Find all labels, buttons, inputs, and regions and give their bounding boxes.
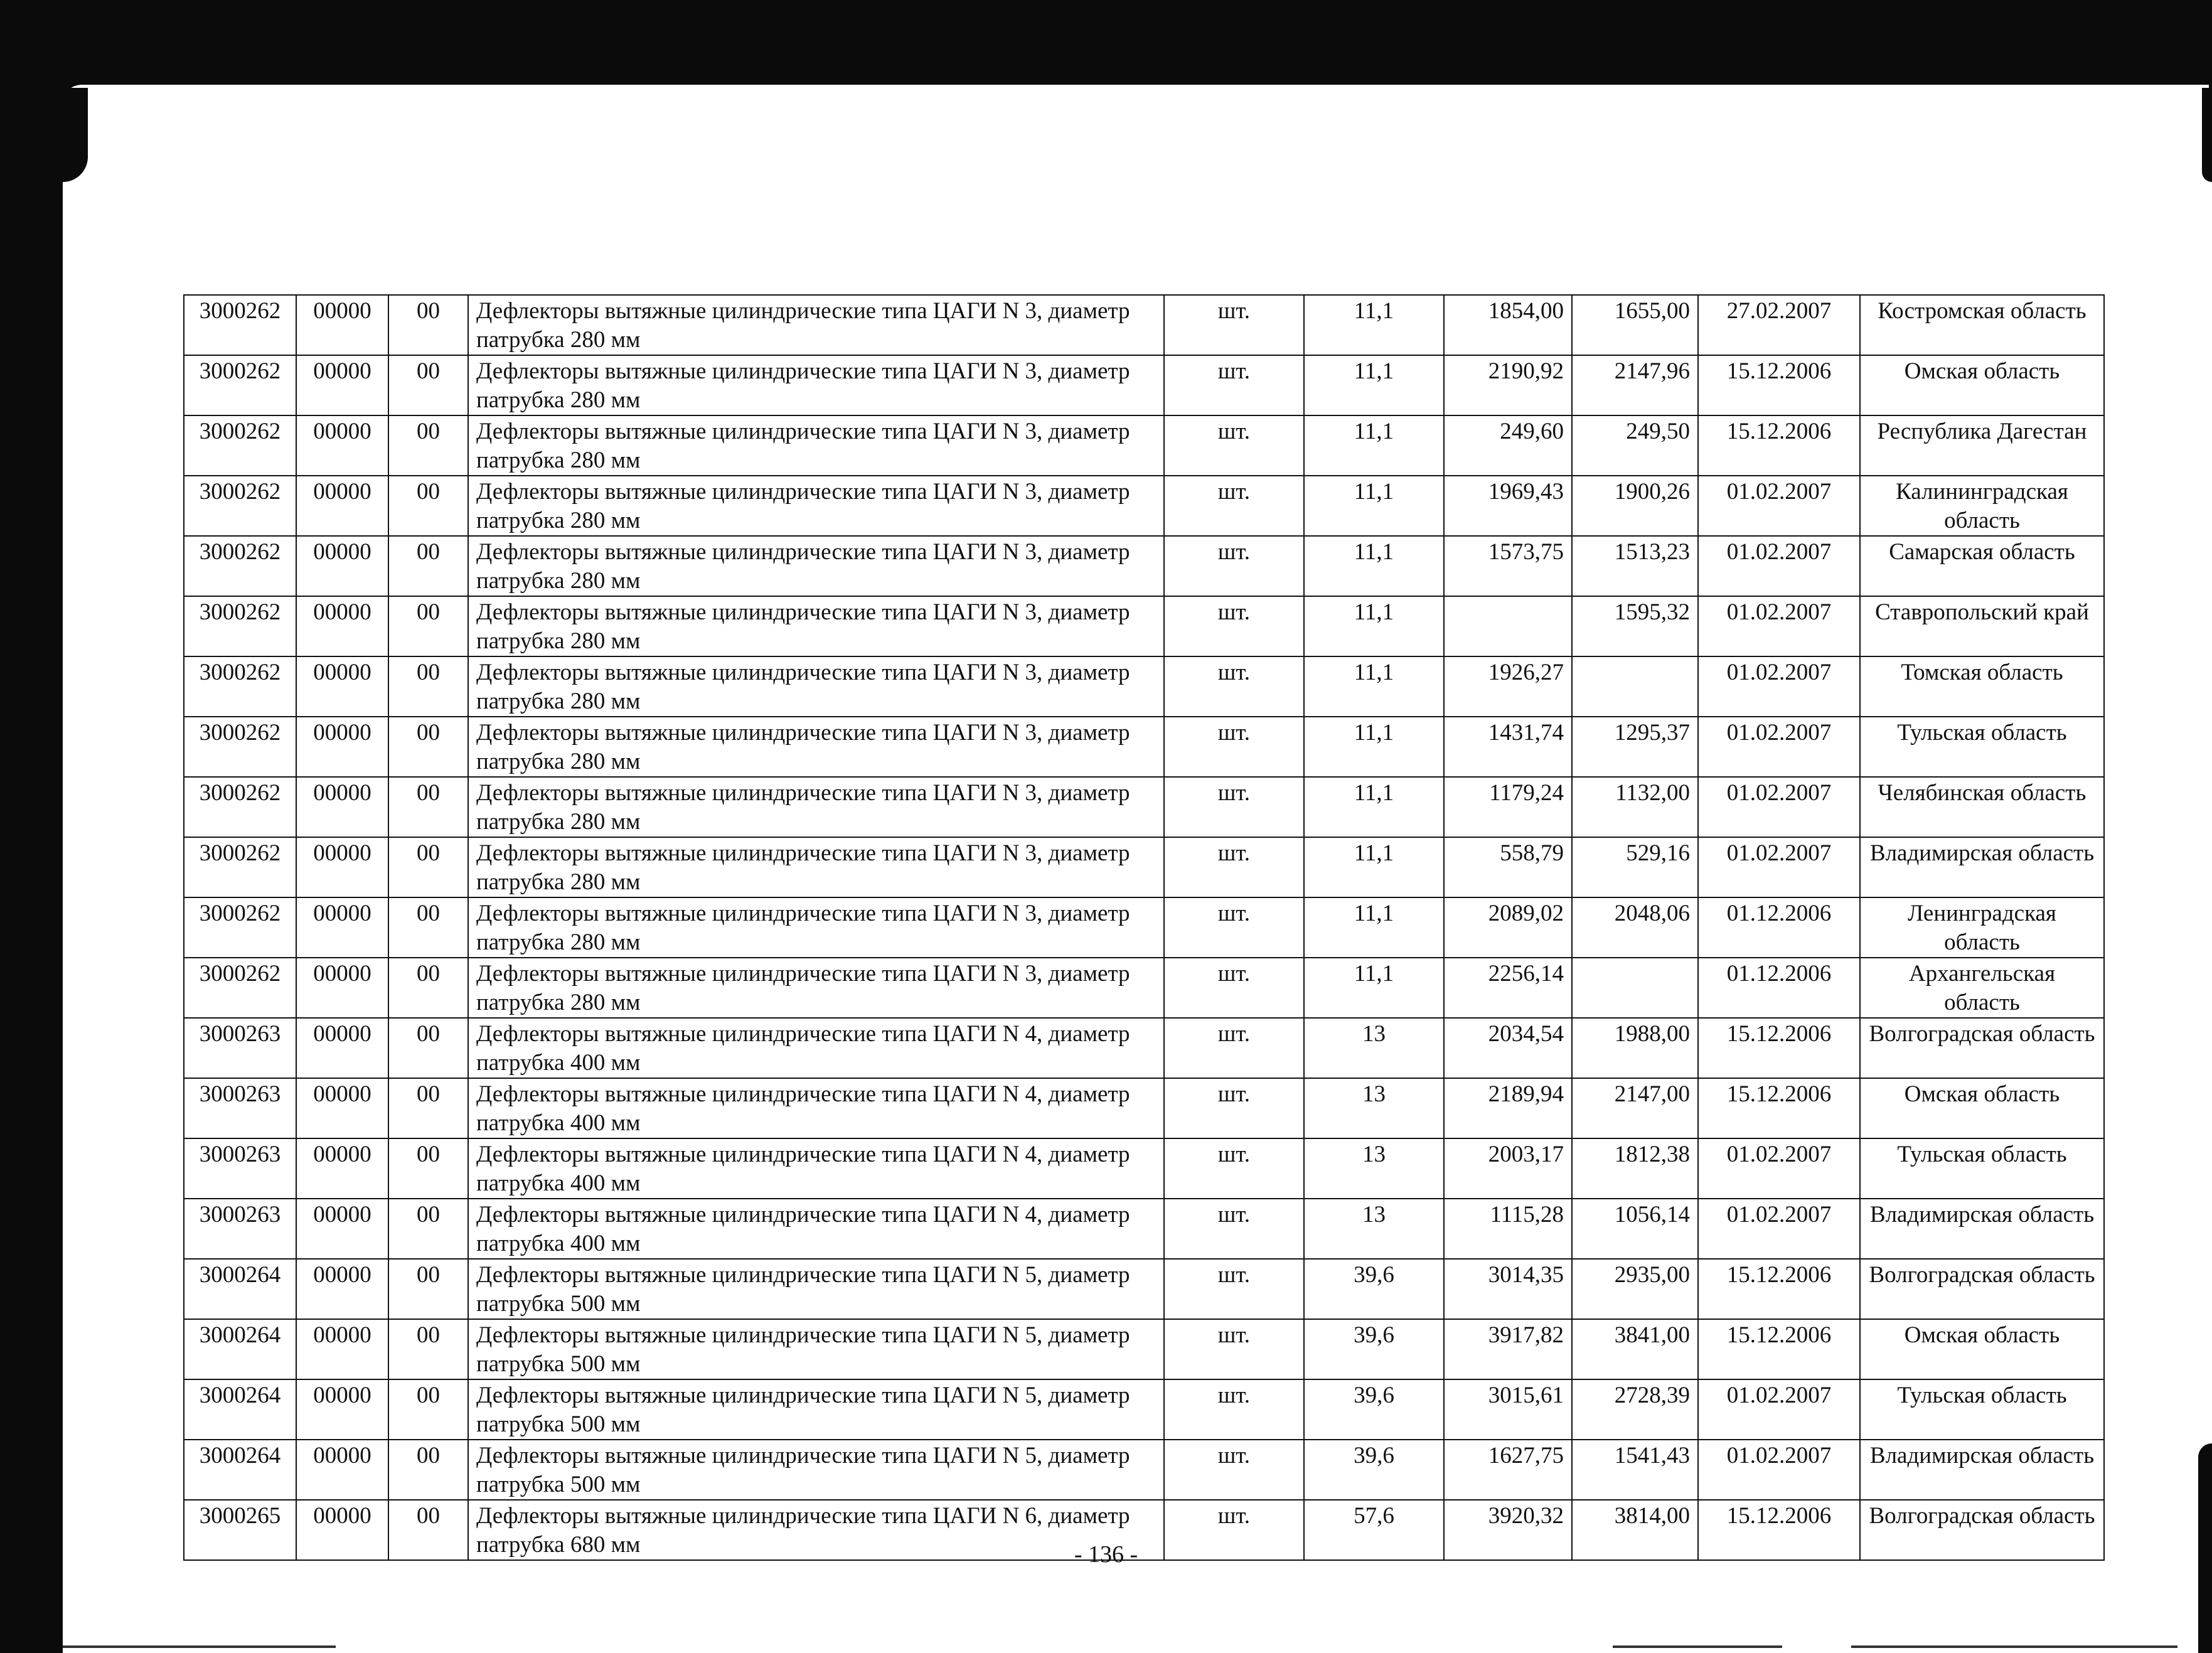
price-1-cell — [1444, 596, 1572, 656]
unit-cell: шт. — [1164, 1018, 1304, 1078]
price-2-cell: 1056,14 — [1572, 1199, 1698, 1259]
table-row — [184, 415, 2104, 476]
item-code-cell: 3000263 — [184, 1138, 296, 1199]
sub-code-cell: 00000 — [296, 1500, 388, 1560]
suffix-code-cell: 00 — [388, 1440, 468, 1500]
price-1-cell: 2003,17 — [1444, 1138, 1572, 1199]
weight-cell: 11,1 — [1304, 777, 1444, 837]
item-description-cell: Дефлекторы вытяжные цилиндрические типа ЦАГИ N 3, диаметр патрубка 280 мм — [468, 958, 1164, 1018]
sub-code-cell: 00000 — [296, 1319, 388, 1379]
region-cell: Омская область — [1860, 1319, 2104, 1379]
date-cell: 01.02.2007 — [1698, 1199, 1860, 1259]
price-1-cell: 1926,27 — [1444, 656, 1572, 717]
price-1-cell: 1115,28 — [1444, 1199, 1572, 1259]
table-row — [184, 1199, 2104, 1259]
price-2-cell — [1572, 656, 1698, 717]
suffix-code-cell: 00 — [388, 897, 468, 958]
weight-cell: 11,1 — [1304, 717, 1444, 777]
item-description-cell: Дефлекторы вытяжные цилиндрические типа ЦАГИ N 4, диаметр патрубка 400 мм — [468, 1199, 1164, 1259]
weight-cell: 11,1 — [1304, 958, 1444, 1018]
region-cell: Владимирская область — [1860, 1199, 2104, 1259]
suffix-code-cell: 00 — [388, 295, 468, 355]
item-description-cell: Дефлекторы вытяжные цилиндрические типа ЦАГИ N 3, диаметр патрубка 280 мм — [468, 355, 1164, 415]
region-cell: Ставропольский край — [1860, 596, 2104, 656]
sub-code-cell: 00000 — [296, 958, 388, 1018]
unit-cell: шт. — [1164, 837, 1304, 897]
region-cell: Владимирская область — [1860, 837, 2104, 897]
item-description-cell: Дефлекторы вытяжные цилиндрические типа ЦАГИ N 3, диаметр патрубка 280 мм — [468, 837, 1164, 897]
item-code-cell: 3000264 — [184, 1379, 296, 1440]
price-2-cell: 1595,32 — [1572, 596, 1698, 656]
suffix-code-cell: 00 — [388, 1319, 468, 1379]
price-1-cell: 2089,02 — [1444, 897, 1572, 958]
item-description-cell: Дефлекторы вытяжные цилиндрические типа ЦАГИ N 3, диаметр патрубка 280 мм — [468, 536, 1164, 596]
suffix-code-cell: 00 — [388, 596, 468, 656]
unit-cell: шт. — [1164, 1199, 1304, 1259]
sub-code-cell: 00000 — [296, 1018, 388, 1078]
item-description-cell: Дефлекторы вытяжные цилиндрические типа ЦАГИ N 3, диаметр патрубка 280 мм — [468, 295, 1164, 355]
weight-cell: 11,1 — [1304, 476, 1444, 536]
region-cell: Волгоградская область — [1860, 1500, 2104, 1560]
date-cell: 15.12.2006 — [1698, 1018, 1860, 1078]
table-row — [184, 295, 2104, 355]
weight-cell: 39,6 — [1304, 1379, 1444, 1440]
unit-cell: шт. — [1164, 958, 1304, 1018]
price-1-cell: 1179,24 — [1444, 777, 1572, 837]
date-cell: 15.12.2006 — [1698, 1319, 1860, 1379]
price-2-cell: 1988,00 — [1572, 1018, 1698, 1078]
price-1-cell: 1969,43 — [1444, 476, 1572, 536]
sub-code-cell: 00000 — [296, 295, 388, 355]
weight-cell: 57,6 — [1304, 1500, 1444, 1560]
scan-bottom-line — [63, 1645, 336, 1648]
item-code-cell: 3000262 — [184, 415, 296, 476]
item-code-cell: 3000264 — [184, 1259, 296, 1319]
date-cell: 01.12.2006 — [1698, 897, 1860, 958]
table-row — [184, 596, 2104, 656]
region-cell: Костромская область — [1860, 295, 2104, 355]
item-description-cell: Дефлекторы вытяжные цилиндрические типа ЦАГИ N 3, диаметр патрубка 280 мм — [468, 777, 1164, 837]
weight-cell: 11,1 — [1304, 295, 1444, 355]
table-row — [184, 1440, 2104, 1500]
suffix-code-cell: 00 — [388, 656, 468, 717]
item-code-cell: 3000264 — [184, 1319, 296, 1379]
unit-cell: шт. — [1164, 1440, 1304, 1500]
suffix-code-cell: 00 — [388, 1018, 468, 1078]
region-cell: Волгоградская область — [1860, 1259, 2104, 1319]
table-row — [184, 958, 2104, 1018]
price-2-cell: 1812,38 — [1572, 1138, 1698, 1199]
unit-cell: шт. — [1164, 1379, 1304, 1440]
item-description-cell: Дефлекторы вытяжные цилиндрические типа ЦАГИ N 5, диаметр патрубка 500 мм — [468, 1259, 1164, 1319]
price-2-cell: 1655,00 — [1572, 295, 1698, 355]
sub-code-cell: 00000 — [296, 897, 388, 958]
item-description-cell: Дефлекторы вытяжные цилиндрические типа ЦАГИ N 3, диаметр патрубка 280 мм — [468, 476, 1164, 536]
item-code-cell: 3000262 — [184, 717, 296, 777]
price-1-cell: 3920,32 — [1444, 1500, 1572, 1560]
date-cell: 01.02.2007 — [1698, 1379, 1860, 1440]
scan-border-left — [0, 0, 63, 1653]
unit-cell: шт. — [1164, 295, 1304, 355]
region-cell: Омская область — [1860, 1078, 2104, 1138]
scan-bottom-line — [1613, 1645, 1782, 1648]
unit-cell: шт. — [1164, 1138, 1304, 1199]
table-row — [184, 1379, 2104, 1440]
table-row — [184, 837, 2104, 897]
sub-code-cell: 00000 — [296, 837, 388, 897]
date-cell: 27.02.2007 — [1698, 295, 1860, 355]
price-1-cell: 2034,54 — [1444, 1018, 1572, 1078]
sub-code-cell: 00000 — [296, 1259, 388, 1319]
weight-cell: 13 — [1304, 1138, 1444, 1199]
item-description-cell: Дефлекторы вытяжные цилиндрические типа ЦАГИ N 4, диаметр патрубка 400 мм — [468, 1018, 1164, 1078]
scan-bottom-line — [1851, 1645, 2177, 1648]
region-cell: Тульская область — [1860, 1379, 2104, 1440]
date-cell: 15.12.2006 — [1698, 355, 1860, 415]
price-1-cell: 1627,75 — [1444, 1440, 1572, 1500]
region-cell: Калининградская область — [1860, 476, 2104, 536]
suffix-code-cell: 00 — [388, 1259, 468, 1319]
sub-code-cell: 00000 — [296, 1199, 388, 1259]
weight-cell: 39,6 — [1304, 1319, 1444, 1379]
item-description-cell: Дефлекторы вытяжные цилиндрические типа ЦАГИ N 3, диаметр патрубка 280 мм — [468, 656, 1164, 717]
item-code-cell: 3000262 — [184, 355, 296, 415]
weight-cell: 11,1 — [1304, 897, 1444, 958]
table-row — [184, 536, 2104, 596]
unit-cell: шт. — [1164, 476, 1304, 536]
sub-code-cell: 00000 — [296, 596, 388, 656]
unit-cell: шт. — [1164, 717, 1304, 777]
sub-code-cell: 00000 — [296, 415, 388, 476]
date-cell: 01.02.2007 — [1698, 536, 1860, 596]
weight-cell: 11,1 — [1304, 415, 1444, 476]
sub-code-cell: 00000 — [296, 536, 388, 596]
item-description-cell: Дефлекторы вытяжные цилиндрические типа ЦАГИ N 4, диаметр патрубка 400 мм — [468, 1138, 1164, 1199]
region-cell: Республика Дагестан — [1860, 415, 2104, 476]
price-1-cell: 2256,14 — [1444, 958, 1572, 1018]
region-cell: Омская область — [1860, 355, 2104, 415]
price-1-cell: 3014,35 — [1444, 1259, 1572, 1319]
date-cell: 01.02.2007 — [1698, 837, 1860, 897]
unit-cell: шт. — [1164, 355, 1304, 415]
item-code-cell: 3000265 — [184, 1500, 296, 1560]
price-2-cell: 529,16 — [1572, 837, 1698, 897]
unit-cell: шт. — [1164, 1259, 1304, 1319]
date-cell: 15.12.2006 — [1698, 1500, 1860, 1560]
sub-code-cell: 00000 — [296, 1440, 388, 1500]
date-cell: 01.02.2007 — [1698, 596, 1860, 656]
item-description-cell: Дефлекторы вытяжные цилиндрические типа ЦАГИ N 5, диаметр патрубка 500 мм — [468, 1379, 1164, 1440]
unit-cell: шт. — [1164, 1078, 1304, 1138]
suffix-code-cell: 00 — [388, 415, 468, 476]
suffix-code-cell: 00 — [388, 476, 468, 536]
sub-code-cell: 00000 — [296, 355, 388, 415]
date-cell: 01.02.2007 — [1698, 1138, 1860, 1199]
weight-cell: 13 — [1304, 1018, 1444, 1078]
price-1-cell: 249,60 — [1444, 415, 1572, 476]
price-1-cell: 2189,94 — [1444, 1078, 1572, 1138]
suffix-code-cell: 00 — [388, 1199, 468, 1259]
item-description-cell: Дефлекторы вытяжные цилиндрические типа ЦАГИ N 3, диаметр патрубка 280 мм — [468, 717, 1164, 777]
table-row — [184, 777, 2104, 837]
item-code-cell: 3000262 — [184, 837, 296, 897]
region-cell: Владимирская область — [1860, 1440, 2104, 1500]
scan-border-top — [0, 0, 2212, 88]
price-1-cell: 1431,74 — [1444, 717, 1572, 777]
table-row — [184, 897, 2104, 958]
unit-cell: шт. — [1164, 656, 1304, 717]
table-row — [184, 1078, 2104, 1138]
sub-code-cell: 00000 — [296, 717, 388, 777]
item-description-cell: Дефлекторы вытяжные цилиндрические типа ЦАГИ N 3, диаметр патрубка 280 мм — [468, 415, 1164, 476]
date-cell: 01.12.2006 — [1698, 958, 1860, 1018]
price-2-cell: 1295,37 — [1572, 717, 1698, 777]
date-cell: 15.12.2006 — [1698, 1259, 1860, 1319]
item-code-cell: 3000263 — [184, 1078, 296, 1138]
weight-cell: 11,1 — [1304, 355, 1444, 415]
item-code-cell: 3000262 — [184, 476, 296, 536]
unit-cell: шт. — [1164, 777, 1304, 837]
price-2-cell: 1541,43 — [1572, 1440, 1698, 1500]
table-row — [184, 656, 2104, 717]
suffix-code-cell: 00 — [388, 1078, 468, 1138]
region-cell: Ленинградская область — [1860, 897, 2104, 958]
region-cell: Томская область — [1860, 656, 2104, 717]
price-2-cell: 1132,00 — [1572, 777, 1698, 837]
sub-code-cell: 00000 — [296, 1078, 388, 1138]
item-description-cell: Дефлекторы вытяжные цилиндрические типа ЦАГИ N 5, диаметр патрубка 500 мм — [468, 1440, 1164, 1500]
table-row — [184, 1259, 2104, 1319]
price-1-cell: 558,79 — [1444, 837, 1572, 897]
region-cell: Челябинская область — [1860, 777, 2104, 837]
suffix-code-cell: 00 — [388, 355, 468, 415]
weight-cell: 13 — [1304, 1199, 1444, 1259]
weight-cell: 39,6 — [1304, 1259, 1444, 1319]
suffix-code-cell: 00 — [388, 958, 468, 1018]
date-cell: 01.02.2007 — [1698, 656, 1860, 717]
item-description-cell: Дефлекторы вытяжные цилиндрические типа ЦАГИ N 4, диаметр патрубка 400 мм — [468, 1078, 1164, 1138]
region-cell: Тульская область — [1860, 1138, 2104, 1199]
region-cell: Тульская область — [1860, 717, 2104, 777]
table-row — [184, 1319, 2104, 1379]
suffix-code-cell: 00 — [388, 777, 468, 837]
scan-page-edge — [63, 85, 2209, 122]
suffix-code-cell: 00 — [388, 1138, 468, 1199]
weight-cell: 11,1 — [1304, 596, 1444, 656]
price-1-cell: 1573,75 — [1444, 536, 1572, 596]
item-code-cell: 3000262 — [184, 777, 296, 837]
item-code-cell: 3000262 — [184, 295, 296, 355]
item-code-cell: 3000263 — [184, 1018, 296, 1078]
price-2-cell: 2728,39 — [1572, 1379, 1698, 1440]
unit-cell: шт. — [1164, 897, 1304, 958]
weight-cell: 11,1 — [1304, 536, 1444, 596]
sub-code-cell: 00000 — [296, 476, 388, 536]
price-2-cell: 2147,00 — [1572, 1078, 1698, 1138]
sub-code-cell: 00000 — [296, 1379, 388, 1440]
table-row — [184, 1018, 2104, 1078]
suffix-code-cell: 00 — [388, 717, 468, 777]
item-code-cell: 3000262 — [184, 897, 296, 958]
price-2-cell: 3841,00 — [1572, 1319, 1698, 1379]
table-row — [184, 476, 2104, 536]
date-cell: 01.02.2007 — [1698, 717, 1860, 777]
suffix-code-cell: 00 — [388, 1500, 468, 1560]
sub-code-cell: 00000 — [296, 656, 388, 717]
table-row — [184, 717, 2104, 777]
scan-border-right — [2202, 88, 2212, 182]
item-code-cell: 3000262 — [184, 656, 296, 717]
price-2-cell: 2935,00 — [1572, 1259, 1698, 1319]
suffix-code-cell: 00 — [388, 536, 468, 596]
price-2-cell: 1513,23 — [1572, 536, 1698, 596]
item-description-cell: Дефлекторы вытяжные цилиндрические типа ЦАГИ N 3, диаметр патрубка 280 мм — [468, 897, 1164, 958]
date-cell: 01.02.2007 — [1698, 777, 1860, 837]
unit-cell: шт. — [1164, 415, 1304, 476]
table-row — [184, 1138, 2104, 1199]
item-description-cell: Дефлекторы вытяжные цилиндрические типа ЦАГИ N 6, диаметр патрубка 680 мм — [468, 1500, 1164, 1560]
table-body — [184, 295, 2104, 1560]
item-description-cell: Дефлекторы вытяжные цилиндрические типа ЦАГИ N 5, диаметр патрубка 500 мм — [468, 1319, 1164, 1379]
region-cell: Самарская область — [1860, 536, 2104, 596]
price-1-cell: 2190,92 — [1444, 355, 1572, 415]
item-code-cell: 3000262 — [184, 596, 296, 656]
region-cell: Волгоградская область — [1860, 1018, 2104, 1078]
region-cell: Архангельская область — [1860, 958, 2104, 1018]
price-2-cell: 1900,26 — [1572, 476, 1698, 536]
price-2-cell: 249,50 — [1572, 415, 1698, 476]
sub-code-cell: 00000 — [296, 1138, 388, 1199]
weight-cell: 39,6 — [1304, 1440, 1444, 1500]
price-table — [183, 294, 2105, 1561]
date-cell: 15.12.2006 — [1698, 415, 1860, 476]
unit-cell: шт. — [1164, 536, 1304, 596]
item-code-cell: 3000264 — [184, 1440, 296, 1500]
sub-code-cell: 00000 — [296, 777, 388, 837]
price-2-cell: 2147,96 — [1572, 355, 1698, 415]
item-code-cell: 3000263 — [184, 1199, 296, 1259]
item-code-cell: 3000262 — [184, 536, 296, 596]
suffix-code-cell: 00 — [388, 837, 468, 897]
weight-cell: 11,1 — [1304, 837, 1444, 897]
date-cell: 01.02.2007 — [1698, 1440, 1860, 1500]
price-1-cell: 3917,82 — [1444, 1319, 1572, 1379]
price-1-cell: 1854,00 — [1444, 295, 1572, 355]
item-description-cell: Дефлекторы вытяжные цилиндрические типа ЦАГИ N 3, диаметр патрубка 280 мм — [468, 596, 1164, 656]
weight-cell: 13 — [1304, 1078, 1444, 1138]
page-number: - 136 - — [1074, 1541, 1138, 1568]
price-2-cell: 2048,06 — [1572, 897, 1698, 958]
unit-cell: шт. — [1164, 1319, 1304, 1379]
date-cell: 01.02.2007 — [1698, 476, 1860, 536]
suffix-code-cell: 00 — [388, 1379, 468, 1440]
price-2-cell: 3814,00 — [1572, 1500, 1698, 1560]
unit-cell: шт. — [1164, 596, 1304, 656]
table-row — [184, 355, 2104, 415]
weight-cell: 11,1 — [1304, 656, 1444, 717]
unit-cell: шт. — [1164, 1500, 1304, 1560]
price-1-cell: 3015,61 — [1444, 1379, 1572, 1440]
item-code-cell: 3000262 — [184, 958, 296, 1018]
scan-border-left-notch — [63, 88, 88, 182]
price-2-cell — [1572, 958, 1698, 1018]
date-cell: 15.12.2006 — [1698, 1078, 1860, 1138]
